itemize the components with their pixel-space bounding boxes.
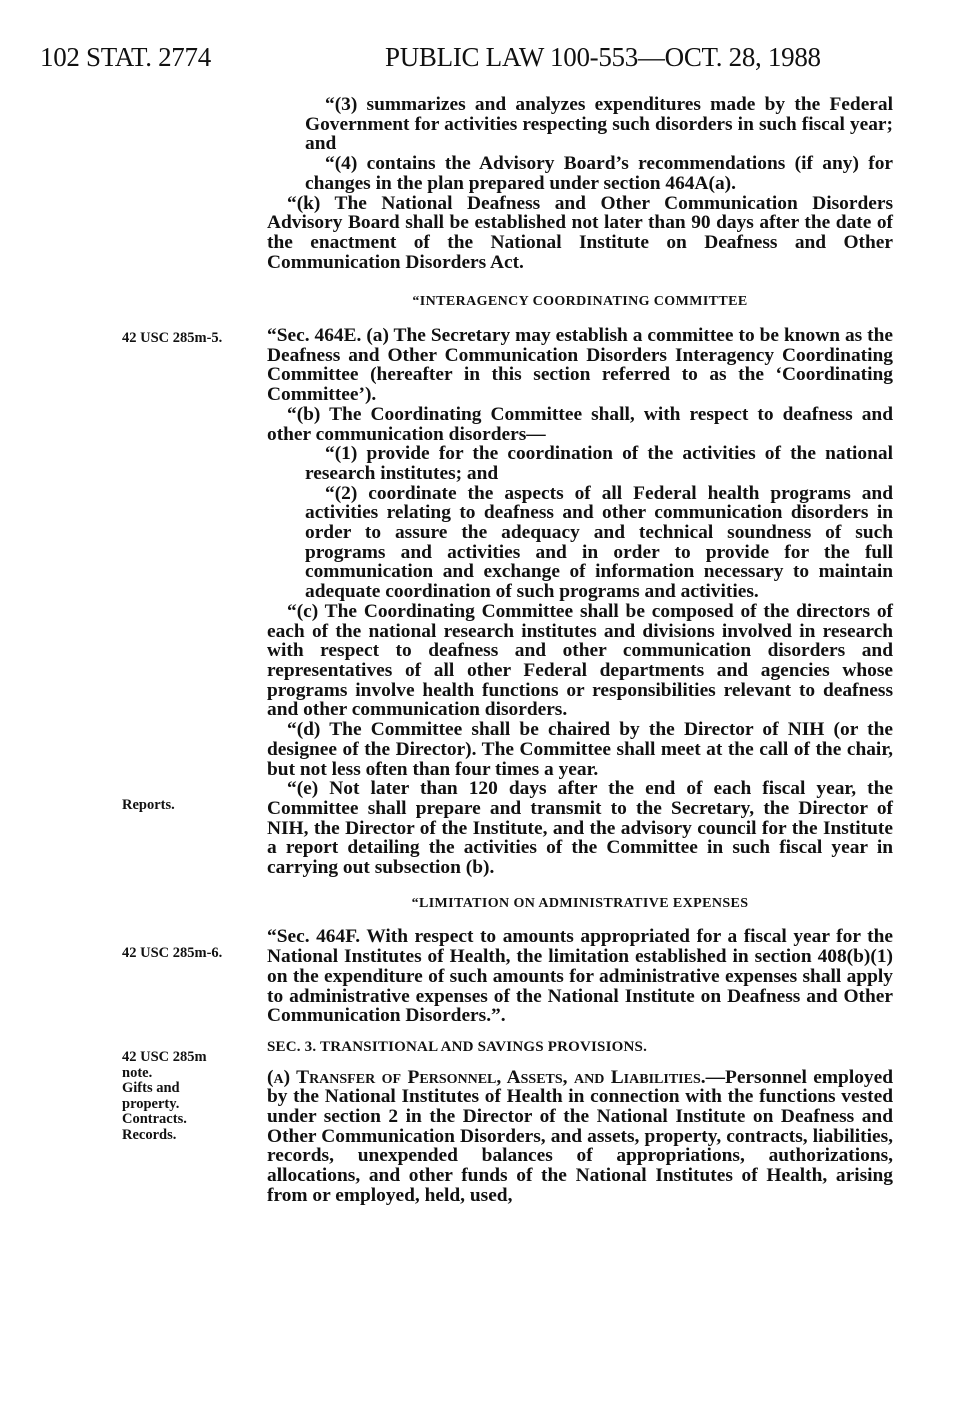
- main-text-column: [267, 95, 893, 1206]
- margin-note-gifts: Gifts and: [122, 1080, 180, 1096]
- margin-note-contracts: Contracts.: [122, 1111, 187, 1127]
- section-3-a: [267, 1068, 893, 1206]
- paragraph-4: “(4) contains the Advisory Board’s recommendations (if any) for changes in the plan prepared under section 464A(a).: [305, 153, 893, 194]
- margin-note-usc-285m: 42 USC 285m: [122, 1049, 207, 1065]
- page-stat-number: 102 STAT. 2774: [40, 42, 211, 72]
- section-heading-interagency: “INTERAGENCY COORDINATING COMMITTEE: [412, 294, 748, 310]
- paragraph-e: “(e) Not later than 120 days after the end of each fiscal year, the Committee shall prepare and transmit to the Secretary, the Director of NIH, the Director of the Institute, and the advisory council for the Institute a report detailing the activities of the Committee in such fiscal year in carrying out subsection (b).: [267, 778, 893, 879]
- section-3-a-lead: (a) Transfer of Personnel, Assets, and Liabilities.: [267, 1066, 706, 1088]
- page-running-title: PUBLIC LAW 100-553—OCT. 28, 1988: [385, 42, 821, 72]
- section-464e-a: “Sec. 464E. (a) The Secretary may establish a committee to be known as the Deafness and Other Communication Disorders Interagency Coordinating Committee (hereafter in this section referred to as the ‘Coordinating Committee’).: [267, 325, 893, 406]
- section-3-a-text: —Personnel employed by the National Institutes of Health in connection with the functions vested under section 2 in the Director of the National Institute on Deafness and Other Communication Disorders, and assets, property, contracts, liabilities, records, unexpended balances of appropriations, authorizations, allocations, and other funds of the National Institutes of Health, arising from or employed, held, used,: [267, 1066, 893, 1206]
- margin-note-records: Records.: [122, 1126, 177, 1143]
- paragraph-k: “(k) The National Deafness and Other Communication Disorders Advisory Board shall be established not later than 90 days after the date of the enactment of the National Institute on Deafness and Other Communication Disorders Act.: [267, 192, 893, 273]
- section-3-heading: SEC. 3. TRANSITIONAL AND SAVINGS PROVISIONS.: [267, 1038, 648, 1055]
- paragraph-b1: “(1) provide for the coordination of the activities of the national research institutes; and: [305, 443, 893, 484]
- paragraph-b2: “(2) coordinate the aspects of all Federal health programs and activities relating to deafness and other communication disorders in order to assure the adequacy and technical soundness of such programs and activities and in order to provide for the full communication and exchange of information necessary to maintain adequate coordination of such programs and activities.: [305, 482, 893, 603]
- paragraph-c: “(c) The Coordinating Committee shall be composed of the directors of each of the national research institutes and divisions involved in research with respect to deafness and other communication disorders and representatives of all other Federal departments and agencies whose programs involve health functions or responsibilities relevant to deafness and other communication disorders.: [267, 600, 893, 721]
- section-heading-limitation: “LIMITATION ON ADMINISTRATIVE EXPENSES: [411, 895, 749, 911]
- section-464f: “Sec. 464F. With respect to amounts appropriated for a fiscal year for the National Institutes of Health, the limitation established in section 408(b)(1) on the expenditure of such amounts for administrative expenses shall apply to administrative expenses of the National Institute on Deafness and Other Communication Disorders.”.: [267, 926, 893, 1027]
- paragraph-b: “(b) The Coordinating Committee shall, with respect to deafness and other communication disorders—: [267, 403, 893, 445]
- margin-note-reports: Reports.: [122, 797, 175, 813]
- margin-note-property: property.: [122, 1095, 180, 1112]
- margin-note-group: [122, 1050, 207, 1143]
- margin-note-usc-285m-6: 42 USC 285m-6.: [122, 945, 223, 961]
- paragraph-d: “(d) The Committee shall be chaired by the Director of NIH (or the designee of the Director). The Committee shall meet at the call of the chair, but not less often than four times a year.: [267, 719, 893, 780]
- margin-note-usc-285m-5: 42 USC 285m-5.: [122, 330, 223, 346]
- margin-note-note: note.: [122, 1064, 153, 1081]
- paragraph-3: “(3) summarizes and analyzes expenditures made by the Federal Government for activities respecting such disorders in such fiscal year; and: [305, 94, 893, 155]
